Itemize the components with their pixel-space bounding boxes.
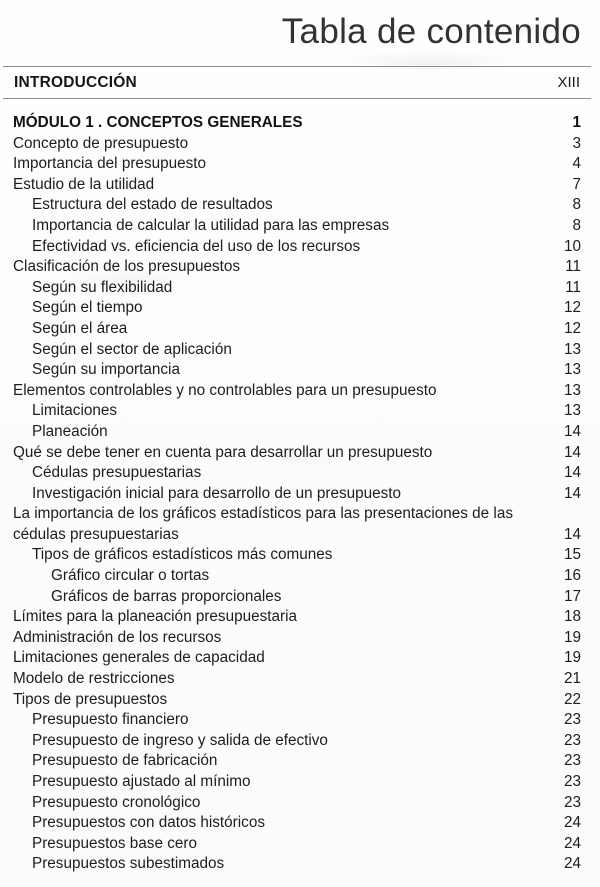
toc-entry	[13, 175, 581, 196]
toc-entry	[13, 772, 581, 793]
toc-entry-page-number: 12	[563, 319, 581, 337]
toc-entry-label: Según el tiempo	[32, 299, 143, 317]
toc-entry-page-number: 14	[563, 525, 581, 543]
toc-entry	[13, 566, 581, 587]
toc-entry-label: Administración de los recursos	[13, 628, 222, 646]
toc-entry-label: Gráficos de barras proporcionales	[51, 587, 282, 605]
toc-entry-label: Tipos de presupuestos	[13, 690, 168, 708]
toc-entry	[13, 134, 581, 155]
toc-entry	[13, 587, 581, 608]
toc-entry-page-number: 14	[563, 443, 581, 461]
toc-entry-label: Qué se debe tener en cuenta para desarrollar un presupuesto	[13, 443, 433, 461]
toc-entry	[13, 690, 581, 711]
toc-entry-page-number: 21	[563, 670, 581, 688]
toc-entry-page-number: 13	[563, 340, 581, 358]
toc-entry	[13, 340, 581, 361]
toc-entry	[13, 854, 581, 875]
introduction-row	[13, 67, 581, 98]
toc-entry	[13, 834, 581, 855]
toc-entry-page-number: 14	[563, 484, 581, 502]
toc-entry-label: Estudio de la utilidad	[13, 175, 155, 193]
toc-entry	[13, 381, 581, 402]
toc-entry-page-number: 10	[563, 237, 581, 255]
introduction-page-number: XIII	[557, 74, 580, 91]
toc-entry-page-number: 1	[572, 114, 581, 131]
toc-entry-label: Según su importancia	[32, 361, 180, 379]
toc-entry	[13, 484, 581, 505]
toc-entry	[13, 257, 581, 278]
toc-entry-label: Según el área	[32, 319, 128, 337]
toc-entry-label: Presupuesto financiero	[32, 711, 189, 729]
toc-entry-label: Gráfico circular o tortas	[51, 567, 210, 585]
toc-entry-page-number: 23	[563, 711, 581, 729]
divider-bottom	[3, 98, 591, 99]
toc-entry-label: Presupuesto cronológico	[32, 793, 201, 811]
toc-entry-page-number: 7	[572, 175, 581, 193]
toc-entry-page-number: 12	[563, 299, 581, 317]
toc-entry-label: Presupuesto ajustado al mínimo	[32, 773, 251, 790]
toc-list	[13, 113, 581, 875]
toc-entry-page-number: 19	[563, 649, 581, 667]
toc-entry-label: Limitaciones generales de capacidad	[13, 649, 265, 667]
introduction-label: INTRODUCCIÓN	[14, 74, 137, 91]
toc-entry-page-number: 13	[563, 402, 581, 420]
toc-entry	[13, 298, 581, 319]
toc-entry	[13, 504, 581, 545]
toc-entry-label: Presupuestos subestimados	[32, 855, 225, 873]
toc-entry-page-number: 4	[572, 155, 581, 173]
toc-entry-page-number: 18	[563, 608, 581, 626]
toc-entry	[13, 813, 581, 834]
toc-entry-label: Importancia de calcular la utilidad para las empresas	[32, 216, 390, 234]
toc-entry	[13, 422, 581, 443]
toc-entry-label: Tipos de gráficos estadísticos más comunes	[32, 546, 333, 564]
toc-entry	[13, 669, 581, 690]
toc-entry-page-number: 11	[565, 258, 581, 276]
toc-entry	[13, 401, 581, 422]
toc-entry-label: Efectividad vs. eficiencia del uso de los recursos	[32, 237, 361, 255]
toc-entry	[13, 628, 581, 649]
toc-entry-page-number: 22	[563, 690, 581, 708]
toc-entry	[13, 751, 581, 772]
toc-entry-page-number: 8	[572, 216, 581, 234]
toc-entry-label: Presupuestos base cero	[32, 834, 197, 852]
toc-entry-page-number: 19	[563, 628, 581, 646]
toc-entry-page-number: 23	[563, 793, 581, 811]
toc-entry-label: Limitaciones	[32, 402, 118, 420]
toc-entry-label: Concepto de presupuesto	[13, 134, 189, 152]
toc-entry-page-number: 16	[563, 567, 581, 585]
toc-entry-page-number: 23	[563, 731, 581, 749]
toc-entry-label: La importancia de los gráficos estadísticos para las presentaciones de las cédulas presupuestarias	[13, 505, 513, 543]
toc-entry-page-number: 8	[572, 196, 581, 214]
toc-entry-page-number: 24	[563, 855, 581, 873]
toc-entry	[13, 113, 581, 134]
toc-entry-label: Según el sector de aplicación	[32, 340, 232, 358]
toc-entry	[13, 278, 581, 299]
toc-entry-label: Elementos controlables y no controlables para un presupuesto	[13, 381, 437, 399]
toc-entry	[13, 731, 581, 752]
toc-entry-page-number: 11	[565, 278, 581, 296]
toc-entry	[13, 319, 581, 340]
toc-entry	[13, 463, 581, 484]
toc-entry	[13, 443, 581, 464]
toc-entry	[13, 154, 581, 175]
toc-entry	[13, 710, 581, 731]
toc-entry-page-number: 23	[563, 752, 581, 770]
toc-entry-page-number: 24	[563, 814, 581, 832]
toc-entry-label: Límites para la planeación presupuestaria	[13, 608, 298, 626]
toc-entry-label: Investigación inicial para desarrollo de un presupuesto	[32, 484, 402, 502]
toc-entry	[13, 195, 581, 216]
toc-entry-label: Clasificación de los presupuestos	[13, 258, 241, 276]
toc-entry-page-number: 13	[563, 361, 581, 379]
toc-entry-page-number: 15	[563, 546, 581, 564]
page-title: Tabla de contenido	[281, 12, 581, 51]
toc-entry	[13, 216, 581, 237]
toc-entry-label: Según su flexibilidad	[32, 278, 173, 296]
toc-entry-page-number: 17	[563, 587, 581, 605]
toc-entry-label: Planeación	[32, 422, 108, 440]
toc-entry-page-number: 24	[563, 834, 581, 852]
toc-entry-page-number: 14	[563, 464, 581, 482]
toc-entry-page-number: 14	[563, 422, 581, 440]
toc-entry-label: Presupuesto de ingreso y salida de efectivo	[32, 731, 328, 749]
toc-entry	[13, 545, 581, 566]
toc-entry-label: Cédulas presupuestarias	[32, 464, 202, 482]
toc-entry-label: Presupuesto de fabricación	[32, 752, 218, 770]
toc-entry-label: Modelo de restricciones	[13, 670, 175, 688]
toc-entry	[13, 237, 581, 258]
toc-entry-label: Estructura del estado de resultados	[32, 196, 273, 214]
toc-entry-label: Presupuestos con datos históricos	[32, 814, 265, 832]
toc-entry-label: Importancia del presupuesto	[13, 155, 207, 173]
toc-entry	[13, 360, 581, 381]
toc-entry-page-number: 3	[572, 134, 581, 152]
toc-entry	[13, 648, 581, 669]
toc-entry	[13, 793, 581, 814]
toc-entry-page-number: 23	[563, 773, 581, 790]
toc-entry-label: MÓDULO 1 . CONCEPTOS GENERALES	[13, 114, 303, 131]
toc-entry	[13, 607, 581, 628]
toc-entry-page-number: 13	[563, 381, 581, 399]
